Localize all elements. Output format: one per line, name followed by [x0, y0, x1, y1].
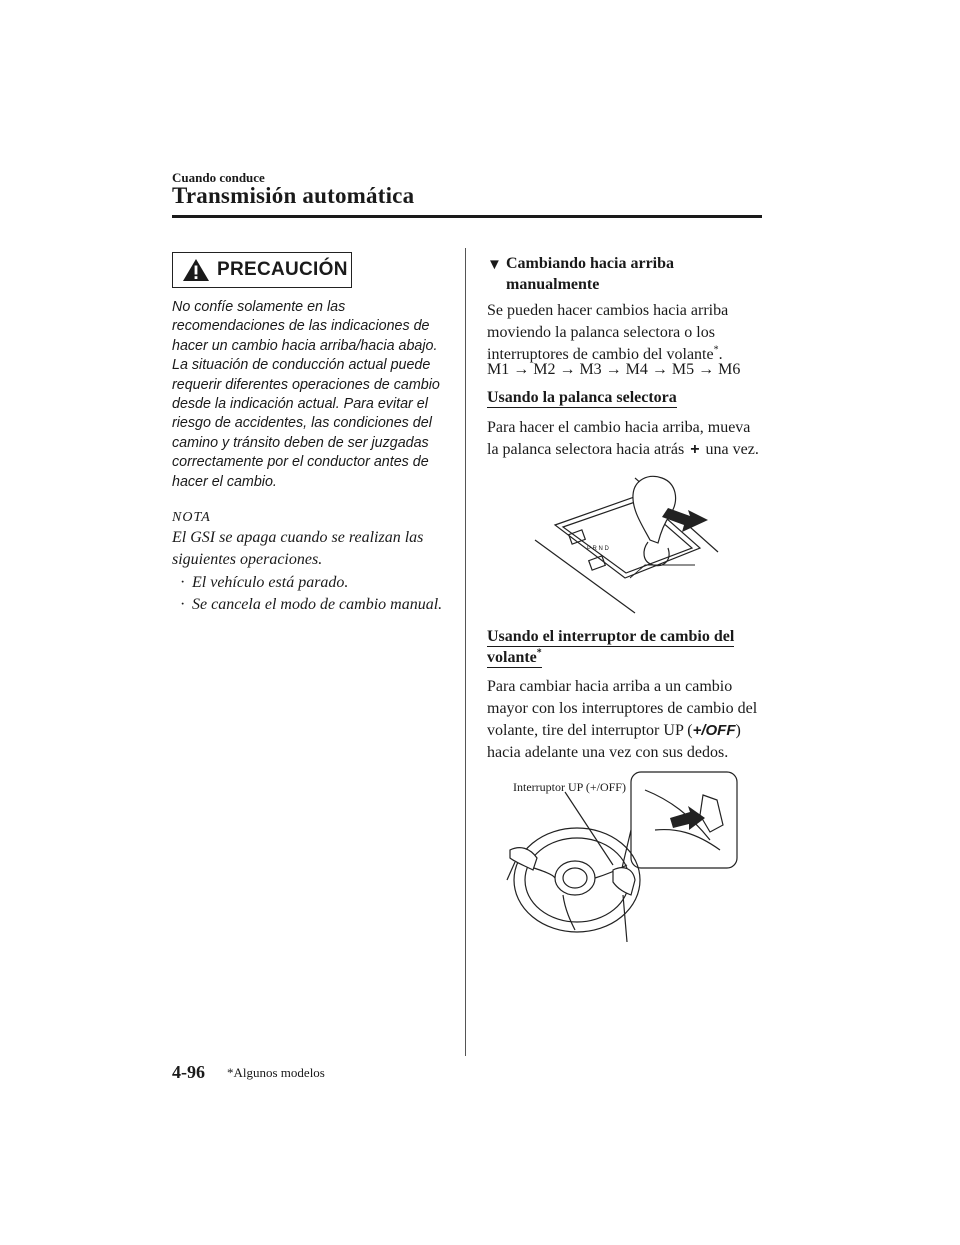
steering-wheel-illustration: [505, 770, 740, 945]
wheel-heading-text: Usando el interruptor de cambio del: [487, 628, 735, 645]
figure-label: Interruptor UP (+/OFF): [513, 780, 626, 794]
page-number: 4-96: [172, 1062, 205, 1082]
wheel-paragraph: [487, 676, 772, 764]
asterisk-footnote-mark: *: [536, 647, 542, 659]
warning-triangle-icon: [181, 257, 211, 283]
text-line: hacia adelante una vez con sus dedos.: [487, 744, 729, 761]
lever-heading-text: Usando la palanca selectora: [487, 389, 677, 406]
upshift-heading-line: Cambiando hacia arriba: [506, 255, 675, 272]
text-line: [487, 439, 787, 461]
wheel-heading-text: [487, 649, 542, 668]
title-rule: [172, 215, 762, 218]
page-title: Transmisión automática: [172, 183, 415, 208]
note-line: El GSI se apaga cuando se realizan las: [172, 529, 424, 546]
upshift-heading-line: manualmente: [506, 276, 600, 293]
caution-line: hacer un cambio hacia arriba/hacia abajo.: [172, 337, 438, 354]
text-span: la palanca selectora hacia atrás: [487, 441, 685, 458]
caution-box: [172, 252, 352, 288]
lever-heading: [487, 389, 677, 407]
gear-lever-illustration: [530, 470, 730, 615]
lever-paragraph: [487, 417, 787, 461]
caution-line: hacer el cambio.: [172, 473, 277, 490]
gear-sequence: M1 → M2 → M3 → M4 → M5 → M6: [487, 361, 741, 378]
caution-title: PRECAUCIÓN: [217, 259, 348, 280]
note-list-item: · El vehículo está parado.: [178, 572, 468, 594]
text-line: Para hacer el cambio hacia arriba, mueva: [487, 419, 751, 436]
section-label: Cuando conduce: [172, 170, 265, 185]
text-line: [487, 720, 772, 742]
note-line: siguientes operaciones.: [172, 551, 323, 568]
caution-text: [172, 298, 454, 492]
plus-off-icon: +/OFF: [692, 722, 736, 739]
note-list-item: · Se cancela el modo de cambio manual.: [178, 594, 468, 616]
caution-line: recomendaciones de las indicaciones de: [172, 318, 430, 335]
text-span: interruptores de cambio del volante: [487, 346, 714, 363]
svg-text:P R N D: P R N D: [587, 546, 609, 552]
plus-icon: +: [690, 441, 700, 458]
upshift-paragraph: [487, 300, 777, 366]
note-list: [178, 572, 468, 616]
note-heading: NOTA: [172, 510, 211, 525]
caution-line: No confíe solamente en las: [172, 299, 346, 315]
text-span: volante: [487, 649, 537, 666]
text-line: mayor con los interruptores de cambio del: [487, 700, 758, 717]
text-span: .: [718, 346, 723, 363]
text-span: ): [735, 722, 741, 739]
text-span: una vez.: [705, 441, 759, 458]
caution-line: correctamente por el conductor antes de: [172, 454, 429, 471]
note-text: [172, 527, 452, 571]
upshift-heading: [506, 253, 736, 295]
caution-line: La situación de conducción actual puede: [172, 357, 431, 374]
text-line: moviendo la palanca selectora o los: [487, 324, 715, 341]
caution-line: camino y tránsito deben de ser juzgadas: [172, 434, 429, 451]
triangle-marker-icon: ▼: [487, 257, 502, 273]
footnote: *Algunos modelos: [227, 1065, 325, 1080]
text-line: Para cambiar hacia arriba a un cambio: [487, 678, 733, 695]
column-divider: [465, 248, 466, 1056]
text-span: volante, tire del interruptor UP (: [487, 722, 693, 739]
caution-line: riesgo de accidentes, las condiciones del: [172, 415, 432, 432]
caution-line: requerir diferentes operaciones de cambio: [172, 376, 440, 393]
asterisk-footnote-mark: *: [713, 344, 719, 356]
caution-line: desde la indicación actual. Para evitar el: [172, 396, 428, 413]
wheel-heading: [487, 626, 747, 668]
text-line: Se pueden hacer cambios hacia arriba: [487, 302, 729, 319]
